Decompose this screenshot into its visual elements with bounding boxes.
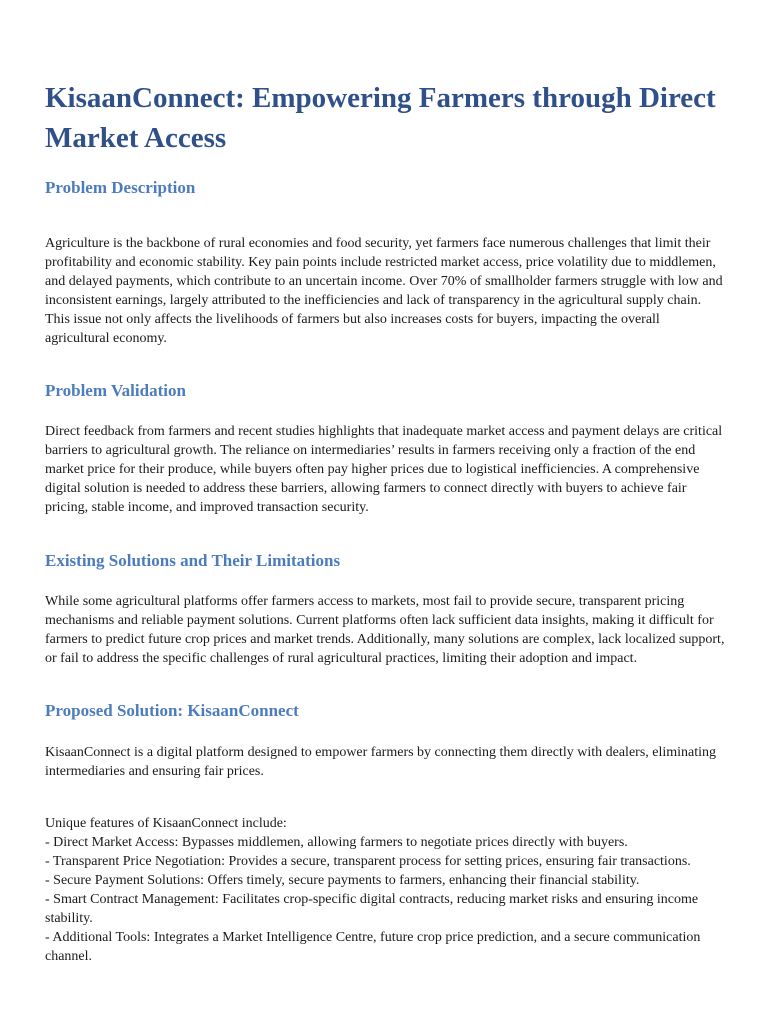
features-list — [45, 814, 725, 966]
section-body-existing-solutions: While some agricultural platforms offer farmers access to markets, most fail to provide secure, transparent pricing mechanisms and reliable payment solutions. Current platforms often lack sufficient data insights, making it difficult for farmers to predict future crop prices and market trends. Additionally, many solutions are complex, lack localized support, or fail to address the specific challenges of rural agricultural practices, limiting their adoption and impact. — [45, 594, 725, 666]
feature-item: - Transparent Price Negotiation: Provides a secure, transparent process for setting prices, ensuring fair transactions. — [45, 854, 691, 869]
section-heading-problem-description: Problem Description — [45, 178, 196, 197]
section-heading-problem-validation: Problem Validation — [45, 381, 186, 400]
section-heading-proposed-solution: Proposed Solution: KisaanConnect — [45, 701, 299, 720]
section-body-proposed-solution: KisaanConnect is a digital platform designed to empower farmers by connecting them directly with dealers, eliminating intermediaries and ensuring fair prices. — [45, 745, 717, 779]
feature-item: - Smart Contract Management: Facilitates crop-specific digital contracts, reducing market risks and ensuring income stability. — [45, 892, 699, 926]
feature-item: - Direct Market Access: Bypasses middlemen, allowing farmers to negotiate prices directly with buyers. — [45, 835, 628, 850]
section-heading-existing-solutions: Existing Solutions and Their Limitations — [45, 551, 341, 570]
feature-item: - Secure Payment Solutions: Offers timely, secure payments to farmers, enhancing their financial stability. — [45, 873, 640, 888]
section-body-problem-validation: Direct feedback from farmers and recent studies highlights that inadequate market access and payment delays are critical barriers to agricultural growth. The reliance on intermediaries’ results in farmers receiving only a fraction of the end market price for their produce, while buyers often pay higher prices due to logistical inefficiencies. A comprehensive digital solution is needed to address these barriers, allowing farmers to connect directly with buyers to achieve fair pricing, stable income, and improved transaction security. — [45, 424, 723, 515]
feature-item: - Additional Tools: Integrates a Market Intelligence Centre, future crop price prediction, and a secure communication channel. — [45, 930, 701, 964]
features-intro: Unique features of KisaanConnect include: — [45, 816, 287, 831]
document-page — [45, 78, 725, 966]
section-body-problem-description: Agriculture is the backbone of rural economies and food security, yet farmers face numerous challenges that limit their profitability and economic stability. Key pain points include restricted market access, price volatility due to middlemen, and delayed payments, which contribute to an uncertain income. Over 70% of smallholder farmers struggle with low and inconsistent earnings, largely attributed to the inefficiencies and lack of transparency in the agricultural supply chain. This issue not only affects the livelihoods of farmers but also increases costs for buyers, impacting the overall agricultural economy. — [45, 236, 723, 346]
document-title: KisaanConnect: Empowering Farmers through Direct Market Access — [45, 82, 716, 154]
